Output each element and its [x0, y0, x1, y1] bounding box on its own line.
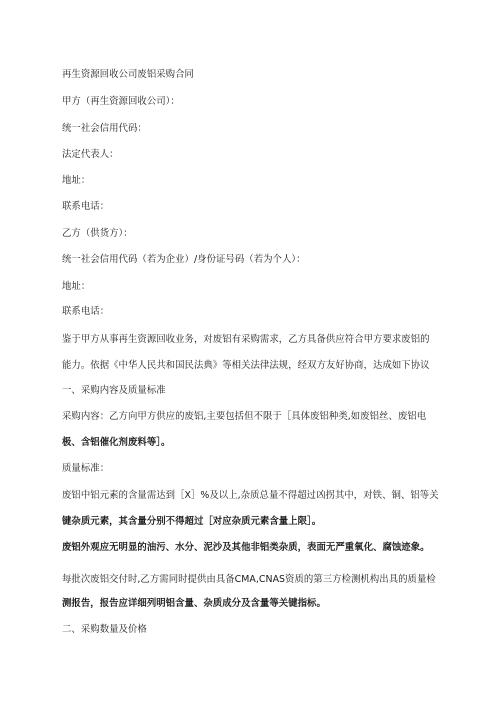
party-a-credit-code: 统一社会信用代码：	[62, 123, 147, 134]
quality-line-2: 键杂质元素，其含量分别不得超过［对应杂质元素含量上限］。	[62, 516, 322, 527]
section-2-heading: 二、采购数量及价格	[62, 624, 147, 635]
party-b-address: 地址：	[62, 281, 91, 292]
preamble-line-1: 鉴于甲方从事再生资源回收业务，对废铝有采购需求，乙方具备供应符合甲方要求废铝的	[62, 334, 430, 345]
quality-line-1: 废铝中铝元素的含量需达到［X］%及以上,杂质总量不得超过凶拐其中，对铁、铜、铝等关	[62, 490, 439, 501]
party-b-label: 乙方（供货方）：	[62, 228, 133, 239]
party-a-label: 甲方（再生资源回收公司）：	[62, 96, 180, 107]
party-b-credit-code: 统一社会信用代码（若为企业）/身份证号码（若为个人）：	[62, 254, 306, 265]
party-a-phone: 联系电话：	[62, 201, 110, 212]
inspection-line-2: 测报告，报告应详细列明铝含量、杂质成分及含量等关键指标。	[62, 598, 326, 609]
party-a-address: 地址：	[62, 175, 91, 186]
purchase-content-line-1: 采购内容：乙方向甲方供应的废铝,主要包括但不限于［具体废铝种类,如废铝丝、废铝电	[62, 411, 427, 422]
purchase-content-line-2: 极、含铝催化剂废料等］。	[62, 437, 171, 448]
party-a-legal-rep: 法定代表人：	[62, 149, 119, 160]
section-1-heading: 一、采购内容及质量标准	[62, 385, 166, 396]
preamble-line-2: 能力。依据《中华人民共和国民法典》等相关法律法规，经双方友好协商，达成如下协议	[62, 360, 430, 371]
party-b-phone: 联系电话：	[62, 306, 110, 317]
inspection-line-1: 每批次废铝交付时,乙方需同时提供由具备CMA,CNAS资质的第三方检测机构出具的质量检	[62, 574, 436, 585]
document-title: 再生资源回收公司废铝采购合同	[62, 69, 194, 80]
quality-standard-label: 质量标准：	[62, 463, 110, 474]
appearance-requirement: 废铝外观应无明显的油污、水分、泥沙及其他非铝类杂质，表面无严重氧化、腐蚀迹象。	[62, 542, 430, 553]
